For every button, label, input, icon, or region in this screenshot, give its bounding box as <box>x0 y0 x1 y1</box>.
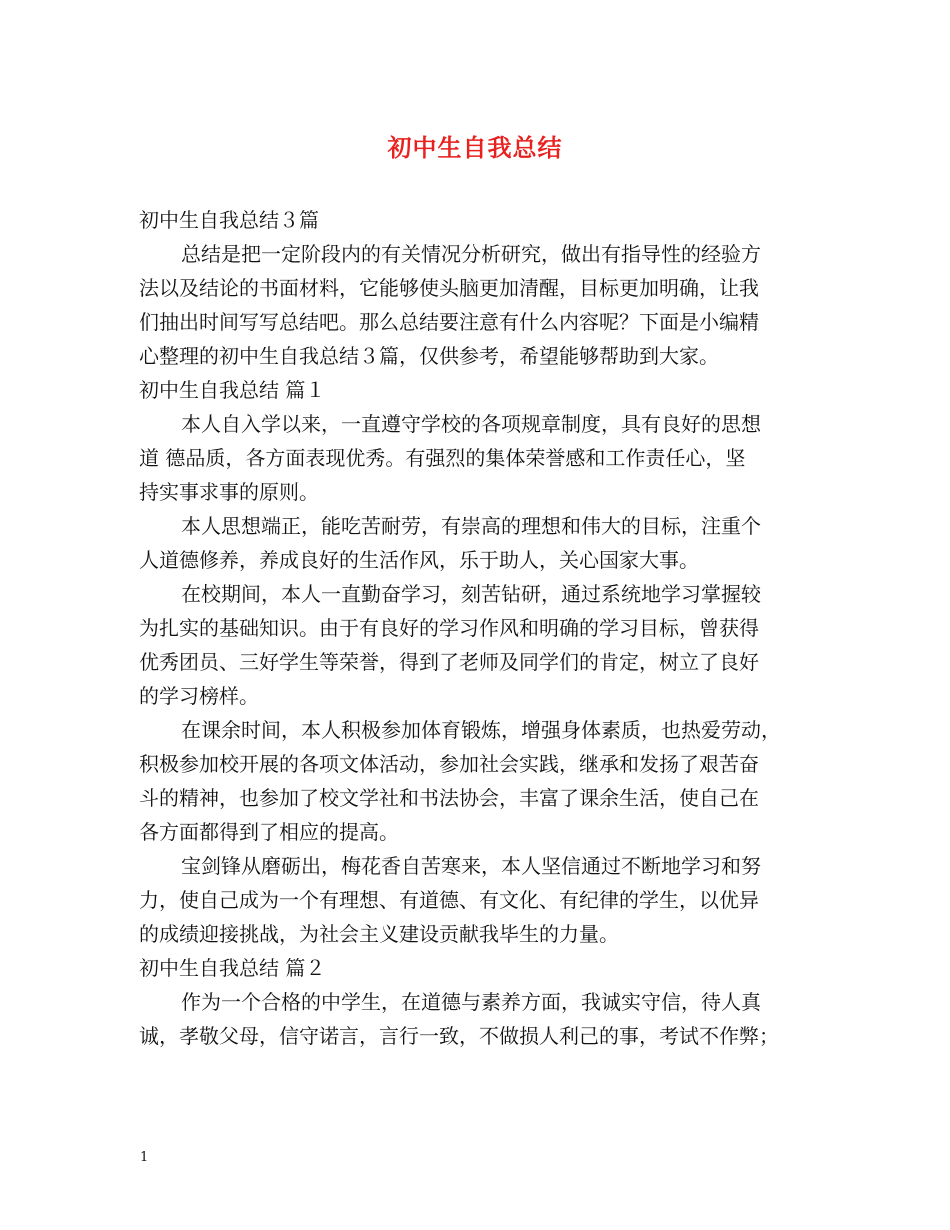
text-line: 道 德品质，各方面表现优秀。有强烈的集体荣誉感和工作责任心，坚 <box>139 446 746 470</box>
text-line: 的成绩迎接挑战，为社会主义建设贡献我毕生的力量。 <box>139 922 619 946</box>
text-line: 心整理的初中生自我总结３篇，仅供参考，希望能够帮助到大家。 <box>139 344 719 368</box>
text-line: 各方面都得到了相应的提高。 <box>139 820 399 844</box>
text-line: 在课余时间，本人积极参加体育锻炼，增强身体素质，也热爱劳动， <box>181 718 781 742</box>
page-number: 1 <box>140 1150 149 1165</box>
text-line: 持实事求事的原则。 <box>139 480 319 504</box>
document-title: 初中生自我总结 <box>387 133 563 162</box>
text-line: 初中生自我总结 篇２ <box>139 956 326 980</box>
text-line: 斗的精神，也参加了校文学社和书法协会，丰富了课余生活，使自己在 <box>139 786 759 810</box>
text-line: 初中生自我总结 篇１ <box>139 378 326 402</box>
text-line: 为扎实的基础知识。由于有良好的学习作风和明确的学习目标，曾获得 <box>139 616 759 640</box>
text-line: 们抽出时间写写总结吧。那么总结要注意有什么内容呢？下面是小编精 <box>139 310 759 334</box>
text-line: 宝剑锋从磨砺出，梅花香自苦寒来，本人坚信通过不断地学习和努 <box>181 854 761 878</box>
text-line: 作为一个合格的中学生，在道德与素养方面，我诚实守信，待人真 <box>181 990 761 1014</box>
text-line: 诚，孝敬父母，信守诺言，言行一致，不做损人利己的事，考试不作弊； <box>139 1024 779 1048</box>
text-line: 人道德修养，养成良好的生活作风，乐于助人，关心国家大事。 <box>139 548 699 572</box>
text-line: 本人思想端正，能吃苦耐劳，有崇高的理想和伟大的目标，注重个 <box>181 514 761 538</box>
text-line: 在校期间，本人一直勤奋学习，刻苦钻研，通过系统地学习掌握较 <box>181 582 761 606</box>
text-line: 法以及结论的书面材料，它能够使头脑更加清醒，目标更加明确，让我 <box>139 276 759 300</box>
text-line: 的学习榜样。 <box>139 684 259 708</box>
text-line: 积极参加校开展的各项文体活动，参加社会实践，继承和发扬了艰苦奋 <box>139 752 759 776</box>
text-line: 优秀团员、三好学生等荣誉，得到了老师及同学们的肯定，树立了良好 <box>139 650 759 674</box>
text-line: 本人自入学以来，一直遵守学校的各项规章制度，具有良好的思想 <box>181 412 761 436</box>
document-body <box>139 203 819 1053</box>
text-line: 初中生自我总结３篇 <box>139 208 319 232</box>
text-line: 力，使自己成为一个有理想、有道德、有文化、有纪律的学生，以优异 <box>139 888 759 912</box>
text-line: 总结是把一定阶段内的有关情况分析研究，做出有指导性的经验方 <box>181 242 761 266</box>
